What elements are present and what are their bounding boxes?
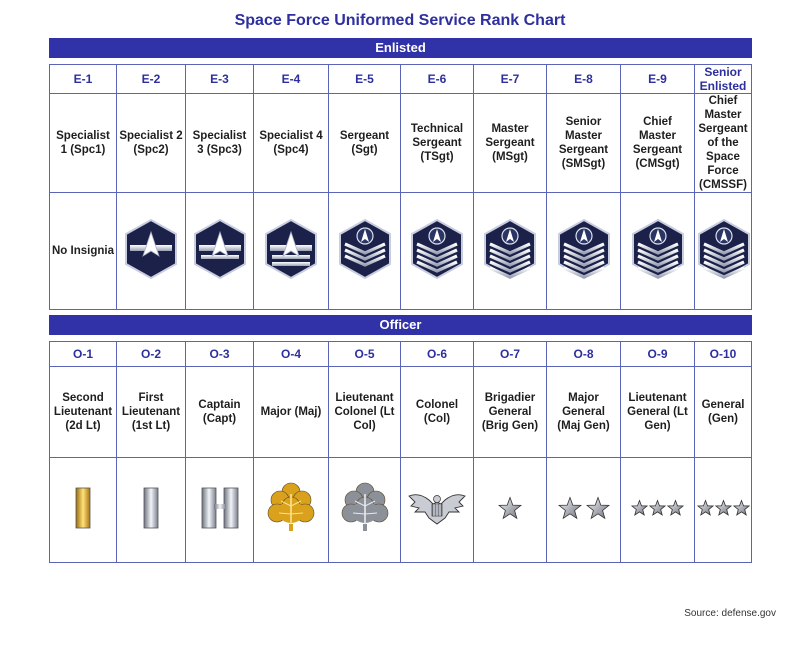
rank-name: Chief Master Sergeant (CMSgt): [621, 94, 695, 193]
rank-code: O-10: [695, 342, 752, 367]
delta-hexagon-icon: [483, 218, 537, 285]
rank-name: Captain (Capt): [186, 367, 254, 458]
rank-code: O-3: [186, 342, 254, 367]
insignia-cell: [621, 193, 695, 310]
enlisted-insignia-row: [50, 193, 752, 310]
rank-name: Sergeant (Sgt): [329, 94, 401, 193]
insignia-cell: [254, 193, 329, 310]
enlisted-name-row: [50, 94, 752, 193]
insignia-cell: [50, 458, 117, 563]
rank-name: Second Lieutenant (2d Lt): [50, 367, 117, 458]
insignia-cell: [329, 193, 401, 310]
delta-hexagon-icon: [338, 218, 392, 285]
no-insignia-label: No Insignia: [52, 244, 114, 257]
gold-bar-icon: [58, 482, 108, 539]
star-icon: [498, 496, 522, 525]
delta-hexagon-icon: [410, 218, 464, 285]
rank-name: Lieutenant Colonel (Lt Col): [329, 367, 401, 458]
rank-code: O-4: [254, 342, 329, 367]
rank-code: O-5: [329, 342, 401, 367]
insignia-cell: [186, 193, 254, 310]
rank-code: E-7: [474, 65, 547, 94]
insignia-cell: [186, 458, 254, 563]
rank-code: E-6: [401, 65, 474, 94]
silver-bar-icon: [126, 482, 176, 539]
insignia-cell: [695, 458, 752, 563]
officer-name-row: [50, 367, 752, 458]
rank-code: E-5: [329, 65, 401, 94]
insignia-cell: [621, 458, 695, 563]
insignia-cell: [474, 193, 547, 310]
insignia-cell: [474, 458, 547, 563]
insignia-cell: [50, 193, 117, 310]
insignia-cell: [547, 193, 621, 310]
rank-name: First Lieutenant (1st Lt): [117, 367, 186, 458]
rank-name: Specialist 1 (Spc1): [50, 94, 117, 193]
rank-code: E-2: [117, 65, 186, 94]
rank-code: O-9: [621, 342, 695, 367]
insignia-cell: [117, 193, 186, 310]
delta-hexagon-icon: [264, 218, 318, 285]
rank-name: Chief Master Sergeant of the Space Force (CMSSF): [695, 94, 752, 193]
insignia-cell: [547, 458, 621, 563]
enlisted-heading: Enlisted: [49, 38, 752, 58]
rank-code: O-7: [474, 342, 547, 367]
rank-name: Specialist 4 (Spc4): [254, 94, 329, 193]
insignia-cell: [117, 458, 186, 563]
star-icon: [697, 499, 752, 521]
rank-code: E-3: [186, 65, 254, 94]
officer-table: [49, 341, 752, 563]
delta-hexagon-icon: [557, 218, 611, 285]
rank-name: Brigadier General (Brig Gen): [474, 367, 547, 458]
page-title: Space Force Uniformed Service Rank Chart: [234, 12, 566, 29]
rank-code: E-9: [621, 65, 695, 94]
delta-hexagon-icon: [193, 218, 247, 285]
delta-hexagon-icon: [631, 218, 685, 285]
rank-name: General (Gen): [695, 367, 752, 458]
star-icon: [631, 499, 684, 521]
eagle-icon: [407, 488, 467, 533]
rank-code: O-2: [117, 342, 186, 367]
officer-heading: Officer: [49, 315, 752, 335]
officer-section: [49, 315, 752, 563]
silver-oak-leaf-icon: [340, 482, 390, 539]
rank-name: Senior Master Sergeant (SMSgt): [547, 94, 621, 193]
enlisted-section: [49, 38, 752, 310]
enlisted-code-row: [50, 65, 752, 94]
officer-insignia-row: [50, 458, 752, 563]
rank-name: Major (Maj): [254, 367, 329, 458]
double-silver-bar-icon: [195, 482, 245, 539]
rank-name: Master Sergeant (MSgt): [474, 94, 547, 193]
insignia-cell: [695, 193, 752, 310]
insignia-cell: [254, 458, 329, 563]
star-icon: [558, 496, 610, 525]
insignia-cell: [329, 458, 401, 563]
rank-name: Major General (Maj Gen): [547, 367, 621, 458]
rank-code: O-6: [401, 342, 474, 367]
delta-hexagon-icon: [697, 218, 751, 285]
rank-name: Technical Sergeant (TSgt): [401, 94, 474, 193]
rank-code: Senior Enlisted: [695, 65, 752, 94]
rank-code: O-1: [50, 342, 117, 367]
officer-code-row: [50, 342, 752, 367]
rank-code: E-8: [547, 65, 621, 94]
gold-oak-leaf-icon: [266, 482, 316, 539]
rank-name: Specialist 3 (Spc3): [186, 94, 254, 193]
rank-name: Colonel (Col): [401, 367, 474, 458]
source-note: Source: defense.gov: [684, 608, 776, 619]
insignia-cell: [401, 458, 474, 563]
rank-code: O-8: [547, 342, 621, 367]
rank-name: Specialist 2 (Spc2): [117, 94, 186, 193]
enlisted-table: [49, 64, 752, 310]
insignia-cell: [401, 193, 474, 310]
rank-code: E-4: [254, 65, 329, 94]
rank-name: Lieutenant General (Lt Gen): [621, 367, 695, 458]
delta-hexagon-icon: [124, 218, 178, 285]
rank-code: E-1: [50, 65, 117, 94]
